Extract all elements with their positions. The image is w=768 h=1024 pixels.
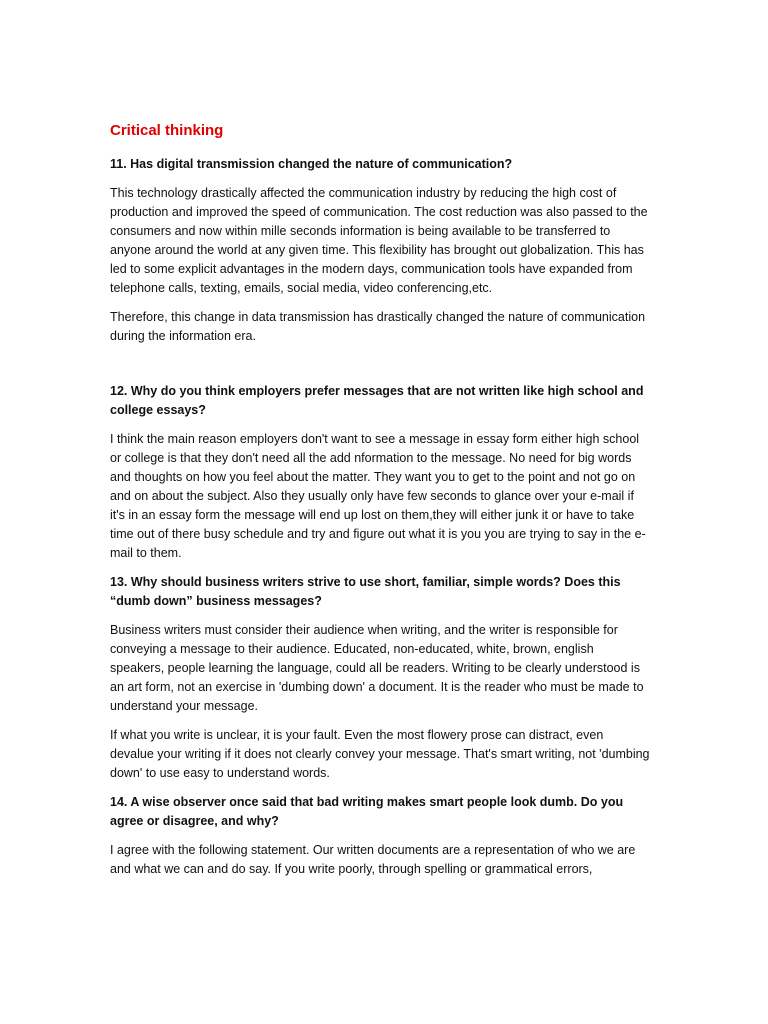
section-11 (110, 155, 650, 346)
question-11: 11. Has digital transmission changed the nature of communication? (110, 157, 513, 171)
section-12 (110, 382, 650, 563)
document-title: Critical thinking (110, 122, 224, 139)
question-14: 14. A wise observer once said that bad writing makes smart people look dumb. Do you agree or disagree, and why? (110, 795, 624, 828)
answer-paragraph: This technology drastically affected the communication industry by reducing the high cost of production and improved the speed of communication. The cost reduction was also passed to the consumers and now within mille seconds information is being available to be transferred to anyone around the world at any given time. This flexibility has brought out globalization. This has led to some explicit advantages in the modern days, communication tools have expanded from telephone calls, texting, emails, social media, video conferencing,etc. (110, 186, 648, 295)
answer-paragraph: I think the main reason employers don't want to see a message in essay form either high school or college is that they don't need all the add nformation to the message. No need for big words and thoughts on how you feel about the matter. They want you to get to the point and not go on and on about the subject. Also they usually only have few seconds to glance over your e-mail if it's in an essay form the message will end up lost on them,they will either junk it or have to take time out of there busy schedule and try and figure out what it is you you are trying to say in the e-mail to them. (110, 432, 646, 560)
question-12: 12. Why do you think employers prefer messages that are not written like high school and college essays? (110, 384, 644, 417)
question-13: 13. Why should business writers strive to use short, familiar, simple words? Does this “dumb down” business messages? (110, 575, 621, 608)
answer-paragraph: Business writers must consider their audience when writing, and the writer is responsible for conveying a message to their audience. Educated, non-educated, white, brown, english speakers, people learning the language, could all be readers. Writing to be clearly understood is an art form, not an exercise in 'dumbing down' a document. It is the reader who must be made to understand your message. (110, 623, 644, 713)
document-page (110, 121, 650, 889)
answer-paragraph: If what you write is unclear, it is your fault. Even the most flowery prose can distract, even devalue your writing if it does not clearly convey your message. That's smart writing, not 'dumbing down' to use easy to understand words. (110, 728, 650, 780)
section-14 (110, 793, 650, 879)
section-13 (110, 573, 650, 783)
answer-paragraph: I agree with the following statement. Our written documents are a representation of who we are and what we can and do say. If you write poorly, through spelling or grammatical errors, (110, 843, 636, 876)
answer-paragraph: Therefore, this change in data transmission has drastically changed the nature of communication during the information era. (110, 310, 646, 343)
